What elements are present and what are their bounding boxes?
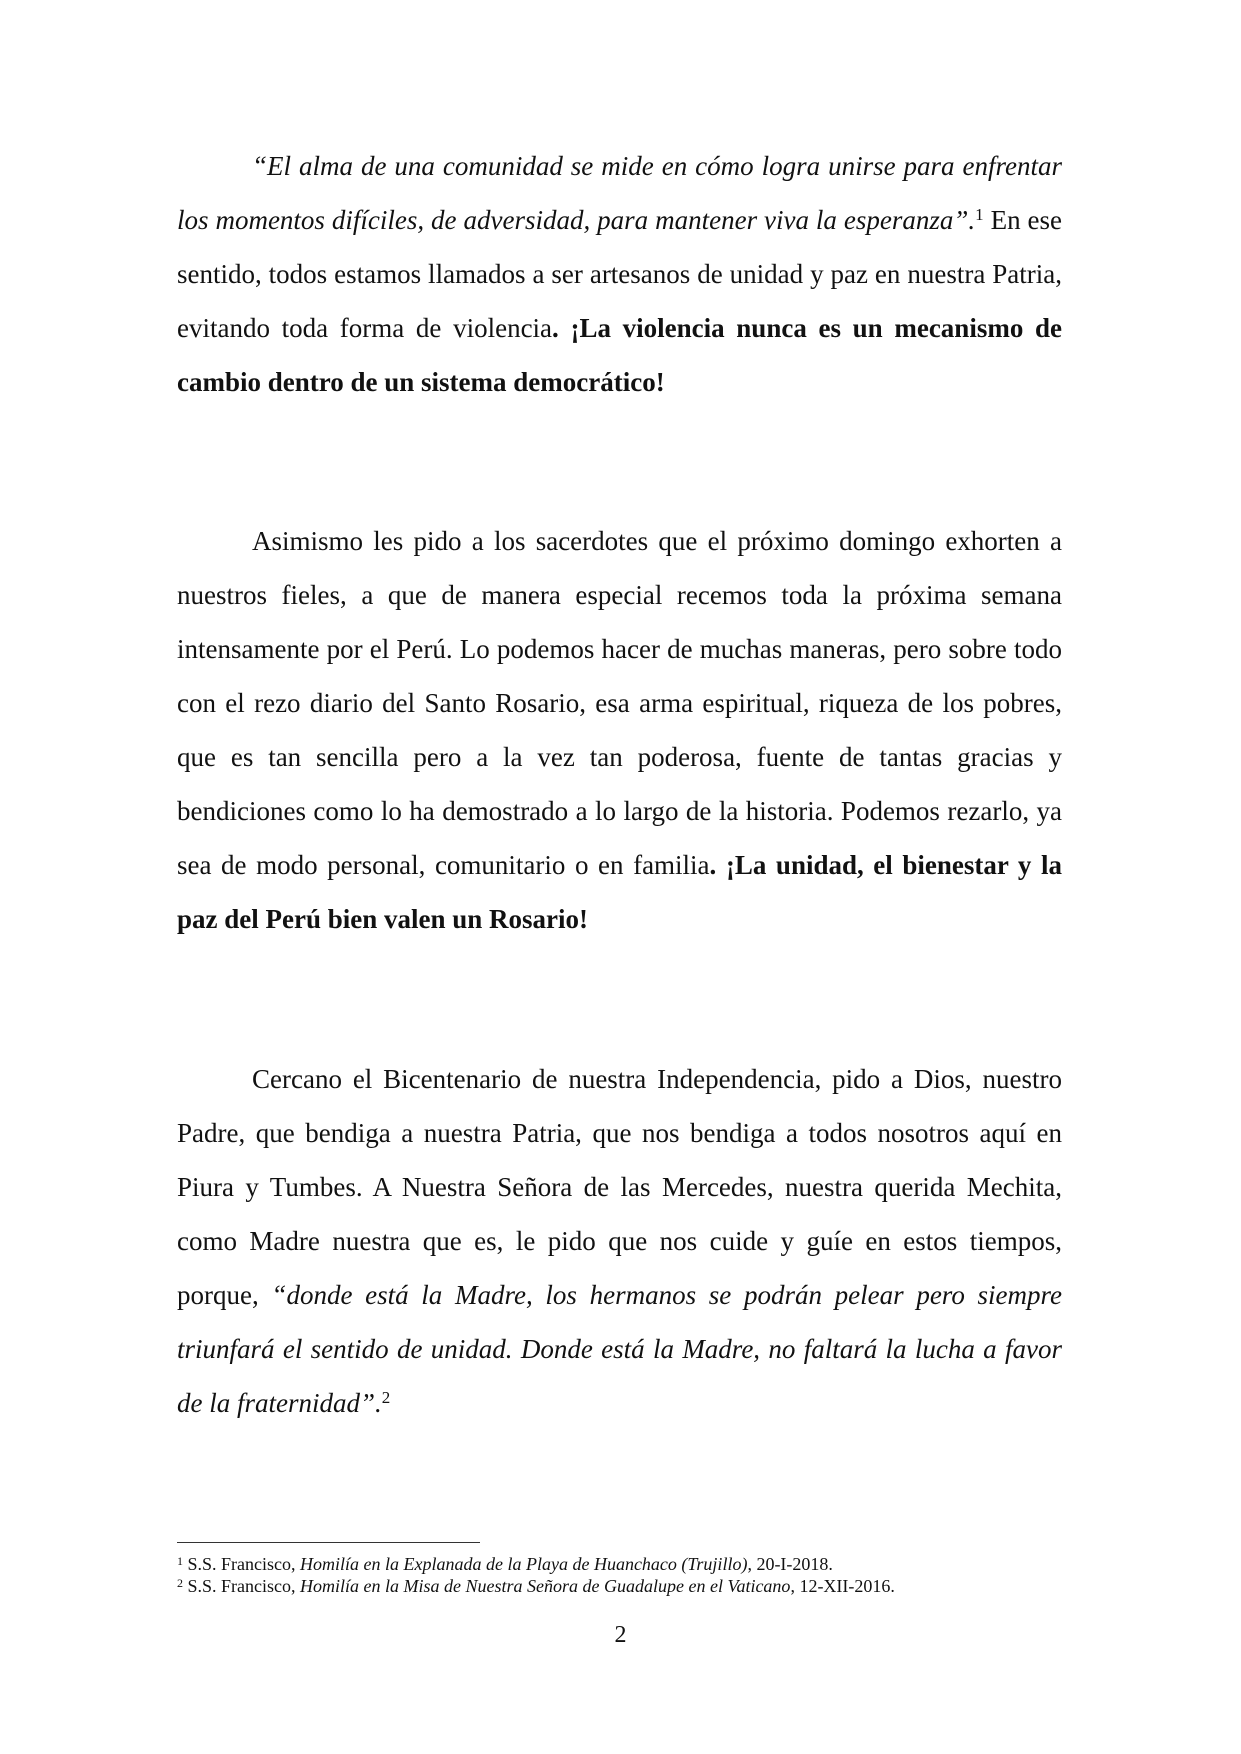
footnote-ref-2[interactable]: 2 [381,1388,391,1407]
quote-text: “donde está la Madre, los hermanos se podrán pelear pero siempre triunfará el sentido de unidad. Donde está la Madre, no faltará la lucha a favor de la fraternidad”. [177,1280,1062,1418]
page-number: 2 [614,1622,627,1648]
paragraph-text: Cercano el Bicentenario de nuestra Independencia, pido a Dios, nuestro Padre, que bendiga a nuestra Patria, que nos bendiga a todos nosotros aquí en Piura y Tumbes. A Nuestra Señora de las Mercedes, nuestra querida Mechita, como Madre nuestra que es, le pido que nos cuide y guíe en estos tiempos, porque, [177,1064,1062,1310]
footnote-title: Homilía en la Explanada de la Playa de Huanchaco (Trujillo) [300,1554,748,1574]
emphasis-text: . ¡La unidad, el bienestar y la paz del Perú bien valen un Rosario! [177,850,1062,934]
footnote-1 [177,1553,1062,1575]
paragraph-text: Asimismo les pido a los sacerdotes que el próximo domingo exhorten a nuestros fieles, a que de manera especial recemos toda la próxima semana intensamente por el Perú. Lo podemos hacer de muchas maneras, pero sobre todo con el rezo diario del Santo Rosario, esa arma espiritual, riqueza de los pobres, que es tan sencilla pero a la vez tan poderosa, fuente de tantas gracias y bendiciones como lo ha demostrado a lo largo de la historia. Podemos rezarlo, ya sea de modo personal, comunitario o en familia [177,526,1062,880]
footnote-author: S.S. Francisco, [187,1554,300,1574]
footnote-title: Homilía en la Misa de Nuestra Señora de Guadalupe en el Vaticano [300,1576,791,1596]
paragraph-rosary [177,514,1062,946]
footnote-separator [177,1542,480,1543]
quote-text: “El alma de una comunidad se mide en cómo logra unirse para enfrentar los momentos difíciles, de adversidad, para mantener viva la esperanza”. [177,151,1062,235]
paragraph-unity-quote [177,139,1062,409]
footnotes [177,1553,1062,1597]
footnote-2 [177,1575,1062,1597]
footnote-date: , 12-XII-2016. [790,1576,895,1596]
footnote-author: S.S. Francisco, [187,1576,300,1596]
footnote-number: 1 [177,1554,183,1568]
footnote-number: 2 [177,1576,183,1590]
emphasis-text: . ¡La violencia nunca es un mecanismo de cambio dentro de un sistema democrático! [177,313,1062,397]
footnote-date: , 20-I-2018. [747,1554,833,1574]
paragraph-text: En ese sentido, todos estamos llamados a ser artesanos de unidad y paz en nuestra Patria, evitando toda forma de violencia [177,205,1062,343]
footnote-ref-1[interactable]: 1 [975,205,984,224]
paragraph-bicentenary [177,1052,1062,1430]
